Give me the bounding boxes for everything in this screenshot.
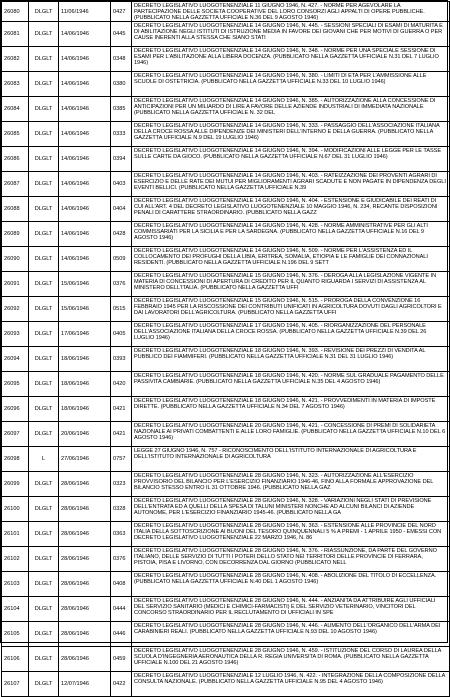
act-code: 0393 [111, 347, 132, 372]
act-description: DECRETO LEGISLATIVO LUOGOTENENZIALE 28 GIUGNO 1946, N. 323. - AUTORIZZAZIONE ALL'ESERCIZIO PROVVISORIO DEL BILANCIO PER L'ESERCIZIO FINANZIARIO 1946-46, FINO ALLA FORMALE APPROVAZIONE DEL BILANCIO STESSO ENTRO IL 31 OTTOBRE 1946. (PUBBLICATO NELLA GAZ [132, 472, 450, 497]
record-number: 26094 [2, 347, 29, 372]
act-date: 28/06/1946 [59, 497, 111, 522]
record-number: 26104 [2, 597, 29, 622]
act-code: 0380 [111, 72, 132, 97]
table-row [2, 522, 450, 547]
act-type: DLGLT [29, 422, 59, 447]
act-description: DECRETO LEGISLATIVO LUOGOTENENZIALE 28 GIUGNO 1946, N. 446. - AUMENTO DELL'ORGANICO DELL'ARMA DEI CARABINIERI REALI. (PUBBLICATO NELLA GAZZETTA UFFICIALE N.93 DEL 10 AGOSTO 1946) [132, 622, 450, 647]
table-row [2, 222, 450, 247]
act-code: 0515 [111, 297, 132, 322]
act-description: DECRETO LEGISLATIVO LUOGOTENENZIALE 15 GIUGNO 1946, N. 515. - PROROGA DELLA CONVENZIONE 16 FEBBRAIO 1945 PER LA RISCOSSIONE DEI CONTRIBUTI UNIFICATI IN AGRICOLTURA DOVUTI DAGLI AGRICOLTORI E DAI LAVORATORI DELL'AGRICOLTURA. (PUBBLICATO NELLA GAZZETTA UFFI [132, 297, 450, 322]
table-row [2, 147, 450, 172]
act-type: DLGLT [29, 22, 59, 47]
act-code: 0421 [111, 422, 132, 447]
act-description: DECRETO LEGISLATIVO LUOGOTENENZIALE 14 GIUGNO 1946, N. 333. - PASSAGGIO DELL'ASSOCIAZIONE ITALIANA DELLA CROCE ROSSA ALLE DIPENDENZE DEI MINISTERI DELL'INTERNO E DELLA GUERRA. (PUBBLICATO NELLA GAZZETTA UFFICIALE N.9 DEL 19 LUGLIO 1946) [132, 122, 450, 147]
act-date: 28/06/1946 [59, 472, 111, 497]
act-date: 14/06/1946 [59, 172, 111, 197]
act-code: 0328 [111, 497, 132, 522]
act-type: DLGLT [29, 2, 59, 22]
act-code: 0323 [111, 472, 132, 497]
act-type: DLGLT [29, 597, 59, 622]
table-row [2, 422, 450, 447]
act-date: 14/06/1946 [59, 122, 111, 147]
act-type: DLGLT [29, 497, 59, 522]
act-description: DECRETO LEGISLATIVO LUOGOTENENZIALE 14 GIUGNO 1946, N. 385. - AUTORIZZAZIONE ALLA CONCESSIONE DI ANTICIPAZIONI PER UN MILIARDO DI LIRE A FAVORE DELLE AZIENDE INDUSTRIALI DI IMMEDIATA NAZIONALE (PUBBLICATO NELLA GAZZETTA UFFICIALE N. 32 DEL [132, 97, 450, 122]
act-date: 14/06/1946 [59, 247, 111, 272]
table-row [2, 197, 450, 222]
act-date: 12/07/1946 [59, 672, 111, 697]
act-description: DECRETO LEGISLATIVO LUOGOTENENZIALE 20 GIUGNO 1946, N. 421. - CONCESSIONE DI PREMI DI SOLIDARIETA NAZIONALE AI PRIVATI COMBATTENTI E ALLE LORO FAMIGLIE. (PUBBLICATO NELLA GAZZETTA UFFICIALE N.10 DEL 6 AGOSTO 1946) [132, 422, 450, 447]
record-number: 26097 [2, 422, 29, 447]
act-description: DECRETO LEGISLATIVO LUOGOTENENZIALE 14 GIUGNO 1946, N. 348. - NORME PER UNA SPECIALE SESSIONE DI ESAMI PER L'ABILITAZIONE ALLA LIBERA DOCENZA. (PUBBLICATO NELLA GAZZETTA UFFICIALE N.31 DEL 7 LUGLIO 1946) [132, 47, 450, 72]
act-code: 0421 [111, 397, 132, 422]
act-date: 28/06/1946 [59, 547, 111, 572]
act-code: 0427 [111, 2, 132, 22]
record-number: 26082 [2, 47, 29, 72]
act-type: DLGLT [29, 397, 59, 422]
act-code: 0394 [111, 147, 132, 172]
act-type: DLGLT [29, 222, 59, 247]
record-number: 26101 [2, 522, 29, 547]
record-number: 26096 [2, 397, 29, 422]
act-type: DLGLT [29, 172, 59, 197]
act-date: 14/06/1946 [59, 222, 111, 247]
act-code: 0404 [111, 197, 132, 222]
act-description: DECRETO LEGISLATIVO LUOGOTENENZIALE 12 LUGLIO 1946, N. 422. - INTEGRAZIONE DELLA COMPOSIZIONE DELLA CONSULTA NAZIONALE. (PUBBLICATO NELLA GAZZETTA UFFICIALE N.95 DEL 4 AGOSTO 1946) [132, 672, 450, 697]
table-row [2, 472, 450, 497]
act-code: 0348 [111, 47, 132, 72]
record-number: 26092 [2, 297, 29, 322]
table-row [2, 247, 450, 272]
act-code: 0408 [111, 572, 132, 597]
record-number: 26106 [2, 647, 29, 672]
table-row [2, 372, 450, 397]
decree-table-body [2, 2, 450, 697]
act-type: DLGLT [29, 272, 59, 297]
act-description: LEGGE 27 GIUGNO 1946, N. 757 - RICONOSCIMENTO DELL'ISTITUTO INTERNAZIONALE DI AGRICOLTURA E DELL'ISTITUTO INTERNAZIONALE DI AGRICOLTURA [132, 447, 450, 472]
record-number: 26105 [2, 622, 29, 647]
table-row [2, 397, 450, 422]
act-code: 0405 [111, 322, 132, 347]
act-type: DLGLT [29, 522, 59, 547]
act-date: 14/06/1946 [59, 22, 111, 47]
act-code: 0385 [111, 97, 132, 122]
record-number: 26083 [2, 72, 29, 97]
record-number: 26084 [2, 97, 29, 122]
act-type: DLGLT [29, 547, 59, 572]
act-date: 18/06/1946 [59, 397, 111, 422]
record-number: 26100 [2, 497, 29, 522]
act-type: DLGLT [29, 47, 59, 72]
table-row [2, 622, 450, 647]
act-description: DECRETO LEGISLATIVO LUOGOTENENZIALE 11 GIUGNO 1946, N. 427. - NORME PER AGEVOLARE LA PARTECIPAZIONE DELLE SOCIETA COOPERATIVE DEL LORO CONSORZI AGLI APPALTI DI OPERE PUBBLICHE. (PUBBLICATO NELLA GAZZETTA UFFICIALE N.36 DEL 9 AGOSTO 1946) [132, 2, 450, 22]
act-description: DECRETO LEGISLATIVO LUOGOTENENZIALE 14 GIUGNO 1946, N. 445. - SESSIONI SPECIALI DI ESAMI DI MATURITA E DI ABILITAZIONE NEGLI ISTITUTI DI ISTRUZIONE MEDIA IN FAVORE DEI GIOVANI CHE PER MOTIVI DI GUERRA O PER CAUSE INERENTI ALLA STESSA CHE SIANO STATI [132, 22, 450, 47]
act-description: DECRETO LEGISLATIVO LUOGOTENENZIALE 28 GIUGNO 1946, N. 328. - VARIAZIONI NEGLI STATI DI PREVISIONE DELL'ENTRATA ED A QUELLI DELLA SPESA DI TALUNI MINISTERI NONCHE AD ALCUNI BILANCI DI AZIENDE AUTONOME, PER L'ESERCIZIO FINANZIARIO 1945-46. (PUBBLICATO NELLA GA [132, 497, 450, 522]
act-code: 0459 [111, 647, 132, 672]
table-row [2, 272, 450, 297]
act-type: DLGLT [29, 372, 59, 397]
act-type: DLGLT [29, 97, 59, 122]
table-row [2, 47, 450, 72]
record-number: 26091 [2, 272, 29, 297]
act-code: 0422 [111, 672, 132, 697]
act-date: 18/06/1946 [59, 372, 111, 397]
act-description: DECRETO LEGISLATIVO LUOGOTENENZIALE 14 GIUGNO 1946, N. 403. - RATEIZZAZIONE DEI PROVENTI AGRARI DI ESERCIZIO E DELLE RATE DEI MUTUI PER MIGLIORAMENTI AGRARI SCADUTE E NON PAGATE IN DIPENDENZA DEGLI EVENTI BELLICI. (PUBBLICATO NELLA GAZZETTA UFFICIALE N.39 [132, 172, 450, 197]
act-code: 0757 [111, 447, 132, 472]
record-number: 26086 [2, 147, 29, 172]
act-date: 27/06/1946 [59, 447, 111, 472]
act-type: DLGLT [29, 147, 59, 172]
table-row [2, 172, 450, 197]
record-number: 26080 [2, 2, 29, 22]
act-date: 14/06/1946 [59, 97, 111, 122]
table-row [2, 497, 450, 522]
act-date: 14/06/1946 [59, 147, 111, 172]
record-number: 26085 [2, 122, 29, 147]
act-type: DLGLT [29, 472, 59, 497]
act-code: 0444 [111, 597, 132, 622]
act-type: DLGLT [29, 322, 59, 347]
act-type: DLGLT [29, 647, 59, 672]
act-date: 28/06/1946 [59, 572, 111, 597]
act-type: DLGLT [29, 672, 59, 697]
act-description: DECRETO LEGISLATIVO LUOGOTENENZIALE 28 GIUGNO 1946, N. 444. - ANZIANITA DA ATTRIBUIRE AGLI UFFICIALI DEL SERVIZIO SANITARIO (MEDICI E CHIMICI-FARMACISTI) E DEL SERVIZIO VETERINARIO, VINCITORI DEL CONCORSO STRAORDINARIO PER IL RECLUTAMENTO DI UFFICIALI IN SPE [132, 597, 450, 622]
act-code: 0428 [111, 222, 132, 247]
act-date: 11/06/1946 [59, 2, 111, 22]
act-date: 28/06/1946 [59, 647, 111, 672]
table-row [2, 572, 450, 597]
act-description: DECRETO LEGISLATIVO LUOGOTENENZIALE 14 GIUGNO 1946, N. 380. - LIMITI DI ETA PER L'AMMISSIONE ALLE SCUOLE DI OSTETRICIA. (PUBBLICATO NELLA GAZZETTA UFFICIALE N.33 DEL 10 LUGLIO 1946) [132, 72, 450, 97]
table-row [2, 2, 450, 22]
record-number: 26089 [2, 222, 29, 247]
table-row [2, 672, 450, 697]
decree-table [1, 1, 450, 697]
act-date: 28/06/1946 [59, 597, 111, 622]
act-type: DLGLT [29, 72, 59, 97]
act-code: 0376 [111, 547, 132, 572]
act-code: 0446 [111, 622, 132, 647]
record-number: 26081 [2, 22, 29, 47]
record-number: 26088 [2, 197, 29, 222]
act-description: DECRETO LEGISLATIVO LUOGOTENENZIALE 15 GIUGNO 1946, N. 376. - DEROGA ALLA LEGISLAZIONE VIGENTE IN MATERIA DI CONCESSIONI DI APERTURA DI CREDITO PER IL QUANTO RIGUARDA I SERVIZI DI ASSISTENZA AL MINISTERO DELL'ITALIA. (PUBBLICATO NELLA GAZZETTA UFFI [132, 272, 450, 297]
act-date: 15/06/1946 [59, 297, 111, 322]
record-number: 26102 [2, 547, 29, 572]
table-row [2, 22, 450, 47]
act-description: DECRETO LEGISLATIVO LUOGOTENENZIALE 28 GIUGNO 1946, N. 408. - ABOLIZIONE DEL TITOLO DI ECCELLENZA. (PUBBLICATO NELLA GAZZETTA UFFICIALE N.40 DEL 1 AGOSTO 1946) [132, 572, 450, 597]
act-code: 0363 [111, 522, 132, 547]
act-description: DECRETO LEGISLATIVO LUOGOTENENZIALE 18 GIUGNO 1946, N. 420. - NORME SUL GRADUALE PAGAMENTO DELLE PASSIVITA CAMBIARIE. (PUBBLICATO NELLA GAZZETTA UFFICIALE N.35 DEL 4 AGOSTO 1946) [132, 372, 450, 397]
table-row [2, 647, 450, 672]
act-date: 17/06/1946 [59, 322, 111, 347]
act-date: 14/06/1946 [59, 47, 111, 72]
act-date: 14/06/1946 [59, 72, 111, 97]
table-row [2, 297, 450, 322]
act-code: 0333 [111, 122, 132, 147]
act-description: DECRETO LEGISLATIVO LUOGOTENENZIALE 14 GIUGNO 1946, N. 509. - NORME PER L'ASSISTENZA ED IL COLLOCAMENTO DEI PROFUGHI DELLA LIBIA, ERITREA, SOMALIA, ETIOPIA E LE FAMIGLIE DEI CONNAZIONALI RESIDENTI. (PUBBLICATO NELLA GAZZETTA UFFICIALE N.196 DEL 9 SETT [132, 247, 450, 272]
record-number: 26107 [2, 672, 29, 697]
record-number: 26098 [2, 447, 29, 472]
act-description: DECRETO LEGISLATIVO LUOGOTENENZIALE 17 GIUGNO 1946, N. 405. - RIORGANIZZAZIONE DEL PERSONALE DELL'ASSOCIAZIONE ITALIANA DELLA CROCE ROSSA. (PUBBLICATO NELLA GAZZETTA UFFICIALE N.39 DEL 26 LUGLIO 1946) [132, 322, 450, 347]
act-code: 0376 [111, 272, 132, 297]
act-description: DECRETO LEGISLATIVO LUOGOTENENZIALE 14 GIUGNO 1946, N. 394. - MODIFICAZIONI ALLE LEGGE PER LE TASSE SULLE CARTE DA GIOCO. (PUBBLICATO NELLA GAZZETTA UFFICIALE N.67 DEL 31 LUGLIO 1946) [132, 147, 450, 172]
act-code: 0420 [111, 372, 132, 397]
act-description: DECRETO LEGISLATIVO LUOGOTENENZIALE 18 GIUGNO 1946, N. 421. - PROVVEDIMENTI IN MATERIA DI IMPOSTE DIRETTE. (PUBBLICATO NELLA GAZZETTA UFFICIALE N.34 DEL 7 AGOSTO 1946) [132, 397, 450, 422]
table-row [2, 447, 450, 472]
record-number: 26103 [2, 572, 29, 597]
act-code: 0445 [111, 22, 132, 47]
act-code: 0509 [111, 247, 132, 272]
act-date: 28/06/1946 [59, 622, 111, 647]
act-date: 28/06/1946 [59, 522, 111, 547]
table-row [2, 322, 450, 347]
act-description: DECRETO LEGISLATIVO LUOGOTENENZIALE 28 GIUGNO 1946, N. 459. - ISTITUZIONE DEL CORSO DI LAUREA DELLA SCUOLA D'INGEGNERIA AERONAUTICA DELLA R. REGIA UNIVERSITA DI ROMA. (PUBBLICATO NELLA GAZZETTA UFFICIALE N.100 DEL 21 AGOSTO 1946) [132, 647, 450, 672]
table-row [2, 547, 450, 572]
act-type: DLGLT [29, 347, 59, 372]
act-date: 15/06/1946 [59, 272, 111, 297]
record-number: 26090 [2, 247, 29, 272]
table-row [2, 97, 450, 122]
act-date: 18/06/1946 [59, 347, 111, 372]
act-date: 20/06/1946 [59, 422, 111, 447]
act-description: DECRETO LEGISLATIVO LUOGOTENENZIALE 18 GIUGNO 1946, N. 393. - REVISIONE DEI PREZZI DI VENDITA AL PUBBLICO DEI FIAMMIFERI. (PUBBLICATO NELLA GAZZETTA UFFICIALE N.31 DEL 31 LUGLIO 1946) [132, 347, 450, 372]
act-description: DECRETO LEGISLATIVO LUOGOTENENZIALE 28 GIUGNO 1946, N. 376. - RIASSUNZIONE, DA PARTE DEL GOVERNO ITALIANO, DELLE SERVIZIO DI TUTTI I POTERI DELLO STATO NEI TERRITORI DELLE PROVINCIE DI FERRARA, PISTOIA, PISA E LIVORNO, CON DECORRENZA DAL GIORNO (PUBBLICATO NELL [132, 547, 450, 572]
record-number: 26099 [2, 472, 29, 497]
act-code: 0403 [111, 172, 132, 197]
act-description: DECRETO LEGISLATIVO LUOGOTENENZIALE 28 GIUGNO 1946, N. 363. - ESTENSIONE ALLE PROVINCIE DEL NORD ITALIA DELLA SOTTOSCRIZIONE AI BUONI DEL TESORO QUINQUENNALI 5 % A PREMI - 1 APRILE 1950 - EMESSI CON DECRETO LEGISLATIVO LUOGOTENENZIALE 22 MARZO 1946, N. 86 [132, 522, 450, 547]
act-type: DLGLT [29, 297, 59, 322]
act-type: DLGLT [29, 247, 59, 272]
act-type: DLGLT [29, 122, 59, 147]
table-row [2, 122, 450, 147]
table-row [2, 72, 450, 97]
record-number: 26093 [2, 322, 29, 347]
act-description: DECRETO LEGISLATIVO LUOGOTENENZIALE 14 GIUGNO 1946, N. 428. - NORME AMMINISTRATIVE PER GLI ALTI COMMISSARIATI PER LA SICILIA E PER LA SARDEGNA. (PUBBLICATO NELLA GAZZETTA UFFICIALE N.16 DEL 9 AGOSTO 1946) [132, 222, 450, 247]
act-description: DECRETO LEGISLATIVO LUOGOTENENZIALE 14 GIUGNO 1946, N. 404. - ESTENSIONE E GIUDICABILE DEI REATI DI CUI ALL'ART. 4 DEL DECRETO LEGISLATIVO LUOGOTENENZIALE 10 MAGGIO 1946, N. 234, RECANTE DISPOSIZIONI PENALI DI CARATTERE STRAORDINARIO. (PUBBLICATO NELLA GAZZ [132, 197, 450, 222]
act-type: DLGLT [29, 622, 59, 647]
table-row [2, 597, 450, 622]
act-date: 14/06/1946 [59, 197, 111, 222]
act-type: DLGLT [29, 572, 59, 597]
table-row [2, 347, 450, 372]
record-number: 26095 [2, 372, 29, 397]
act-type: L [29, 447, 59, 472]
act-type: DLGLT [29, 197, 59, 222]
record-number: 26087 [2, 172, 29, 197]
